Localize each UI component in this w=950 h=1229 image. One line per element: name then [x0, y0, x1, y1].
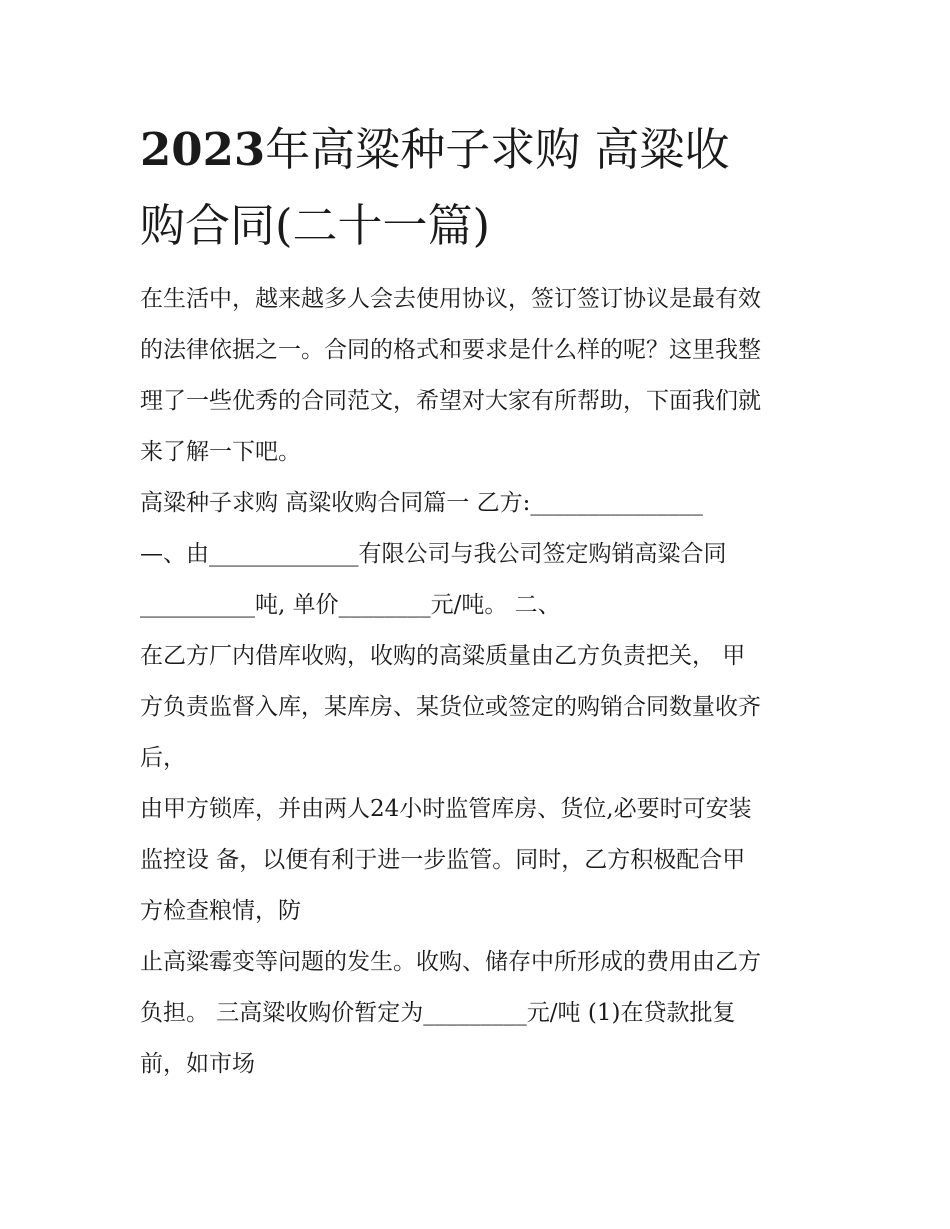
body-line: 止高粱霉变等问题的发生。收购、储存中所形成的费用由乙方	[140, 949, 761, 975]
body-line: 由甲方锁库，并由两人24小时监管库房、货位,必要时可安装	[140, 796, 752, 822]
body-line: __________吨, 单价________元/吨。 二、	[140, 592, 561, 618]
body-line: 来了解一下吧。	[140, 439, 301, 465]
body-line: 后，	[140, 745, 186, 771]
body-line: 在生活中，越来越多人会去使用协议，签订签订协议是最有效	[140, 286, 761, 312]
title-line-2: 购合同(二十一篇)	[140, 199, 491, 252]
body-line: 在乙方厂内借库收购，收购的高粱质量由乙方负责把关， 甲	[140, 643, 746, 669]
title-line-1: 年高粱种子求购 高粱收	[265, 123, 730, 176]
body-line: 前，如市场	[140, 1051, 255, 1077]
body-line: 方负责监督入库，某库房、某货位或签定的购销合同数量收齐	[140, 694, 761, 720]
body-line: —、由_____________有限公司与我公司签定购销高粱合同	[140, 541, 727, 567]
body-line: 高粱种子求购 高粱收购合同篇一 乙方:_______________	[140, 490, 703, 516]
document-title	[140, 112, 820, 264]
title-year: 2023	[140, 123, 266, 176]
body-line: 负担。 三高粱收购价暂定为_________元/吨 (1)在贷款批复	[140, 1000, 736, 1026]
body-line: 方检查粮情，防	[140, 898, 301, 924]
body-line: 的法律依据之一。合同的格式和要求是什么样的呢？这里我整	[140, 337, 761, 363]
body-line: 理了一些优秀的合同范文，希望对大家有所帮助，下面我们就	[140, 388, 761, 414]
body-line: 监控设 备，以便有利于进一步监管。同时，乙方积极配合甲	[140, 847, 746, 873]
